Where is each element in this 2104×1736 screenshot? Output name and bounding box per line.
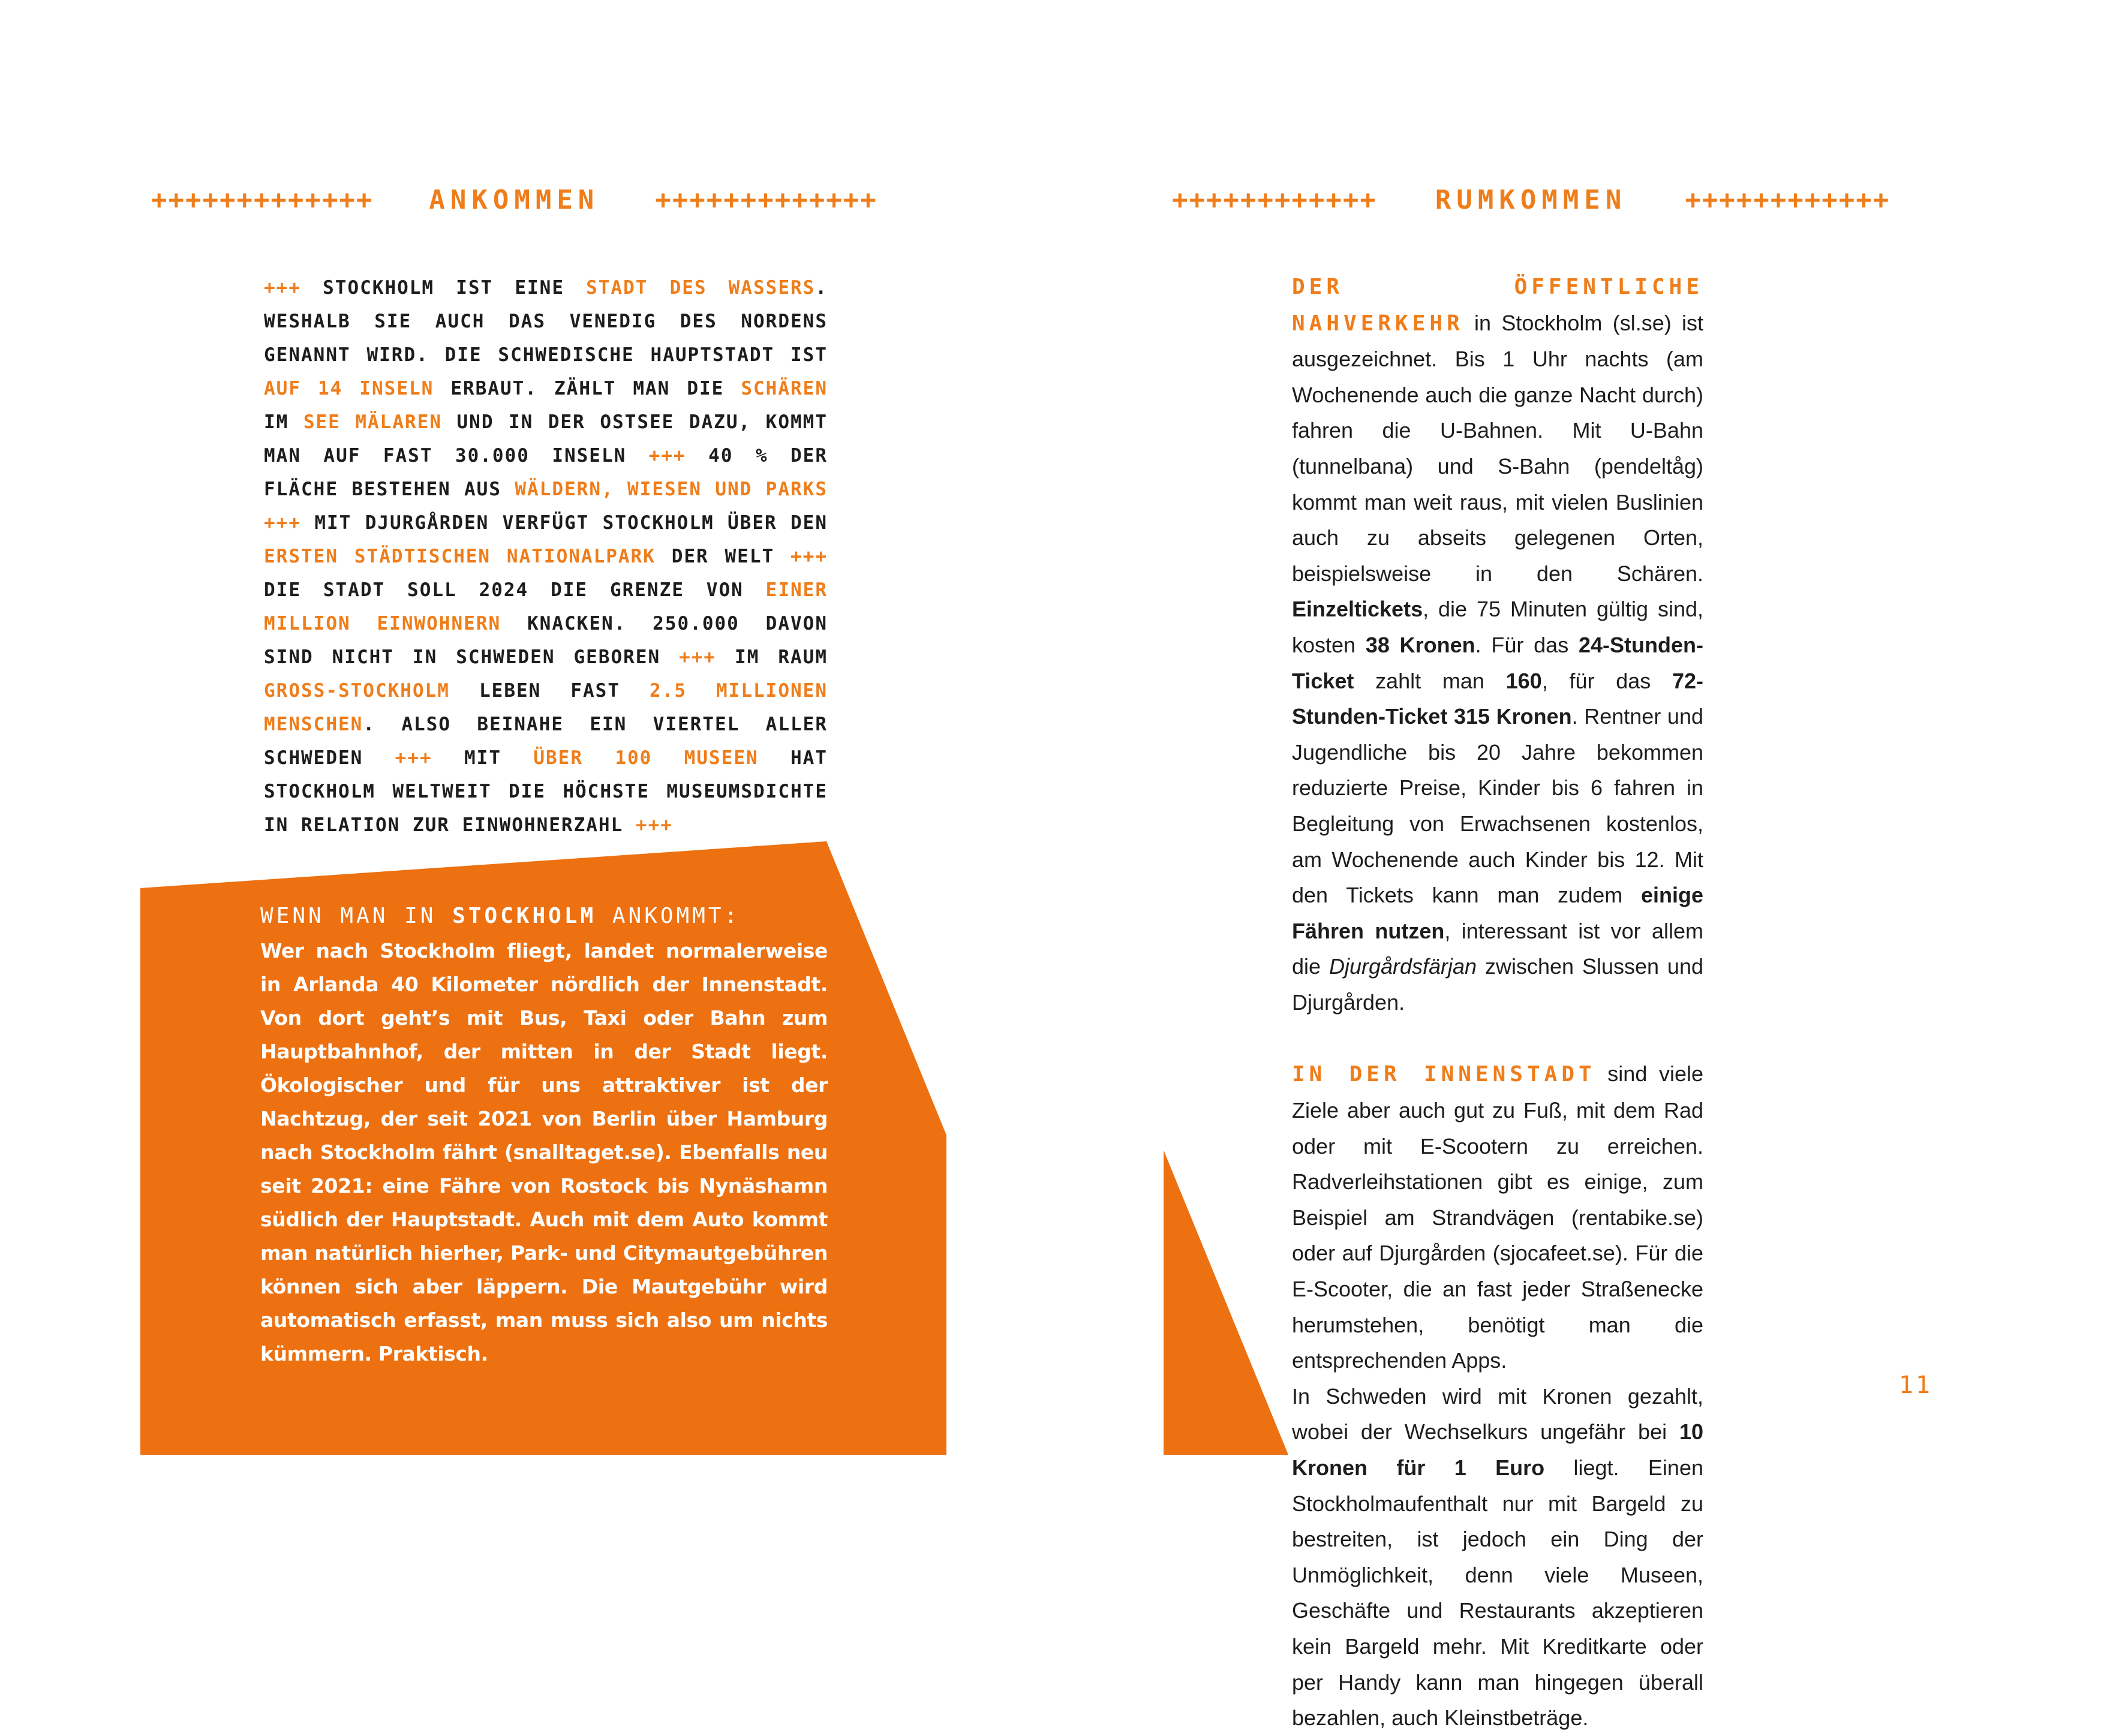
paragraph-text: in Stockholm (sl.se) ist ausgezeichnet. Bis 1 Uhr nachts (am Wochenende auch die ganze Nacht durch) fahren die U-Bahnen. Mit U-Bahn (tunnelbana) und S-Bahn (pendeltåg) kommt man weit raus, mit vielen Buslinien auch zu abseits gelegenen Orten, beispielsweise in den Schären. xyxy=(1292,310,1703,586)
emphasis: einige Fähren nutzen xyxy=(1292,883,1703,943)
heading-bold: STOCKHOLM xyxy=(452,904,597,928)
paragraph-text: , für das xyxy=(1541,668,1672,693)
fact-separator: +++ xyxy=(395,747,432,769)
page-number: 11 xyxy=(1898,1371,1932,1399)
paragraph-text: . Für das xyxy=(1475,632,1579,657)
fact-text: LEBEN FAST xyxy=(449,680,650,702)
header-plus-left: +++++++++++++ xyxy=(151,185,374,215)
fact-text: DER WELT xyxy=(655,546,790,567)
emphasis: 160 xyxy=(1505,668,1542,693)
fact-separator: +++ xyxy=(679,646,717,668)
emphasis: 24-Stunden-Ticket xyxy=(1292,632,1703,693)
fact-highlight: AUF 14 INSELN xyxy=(264,378,434,399)
fact-text: . WESHALB SIE AUCH DAS VENEDIG DES NORDENS GENANNT WIRD. DIE SCHWEDISCHE HAUPTSTADT IST xyxy=(264,277,828,366)
emphasis: Einzeltickets xyxy=(1292,597,1423,622)
paragraph-text: , interessant ist vor allem die xyxy=(1292,918,1703,979)
section-header-rumkommen xyxy=(1172,177,1976,221)
fact-highlight: 2.5 MILLIONEN MENSCHEN xyxy=(264,680,828,735)
fact-highlight: GROSS-STOCKHOLM xyxy=(264,680,450,702)
fact-text: UND IN DER OSTSEE DAZU, KOMMT MAN AUF FAST 30.000 INSELN xyxy=(264,411,828,467)
paragraph-city-center xyxy=(1292,1056,1703,1378)
fact-text: IM xyxy=(264,411,303,433)
paragraph-text: sind viele Ziele aber auch gut zu Fuß, mit dem Rad oder mit E-Scootern zu erreichen. Radverleihstationen gibt es einige, zum Beispiel am Strandvägen (rentabike.se) oder auf Djurgården (sjocafeet.se). Für die E-Scooter, die an fast jeder Straßenecke herumstehen, benötigt man die entsprechenden Apps. xyxy=(1292,1061,1703,1373)
fact-separator: +++ xyxy=(790,546,828,567)
heading-part: WENN MAN IN xyxy=(260,904,453,928)
emphasis: 38 Kronen xyxy=(1365,632,1475,657)
header-plus-right: ++++++++++++ xyxy=(1685,185,1890,215)
fact-text: ERBAUT. ZÄHLT MAN DIE xyxy=(434,378,741,399)
left-page xyxy=(0,0,1052,1488)
emphasis: 72-Stunden-Ticket 315 Kronen xyxy=(1292,668,1703,729)
paragraph-text: , die 75 Minuten gültig sind, kosten xyxy=(1292,597,1703,657)
arrival-box xyxy=(260,899,828,1371)
fact-text: DIE STADT SOLL 2024 DIE GRENZE VON xyxy=(264,579,766,601)
fact-highlight: SCHÄREN xyxy=(741,378,828,399)
italic-ferry-name: Djurgårdsfärjan xyxy=(1328,954,1477,979)
paragraph-text: zwischen Slussen und Djurgården. xyxy=(1292,954,1703,1015)
fact-separator: +++ xyxy=(264,512,301,534)
paragraph-currency xyxy=(1292,1379,1703,1736)
paragraph-text: . Rentner und Jugendliche bis 20 Jahre bekommen reduzierte Preise, Kinder bis 6 fahren in Begleitung von Erwachsenen kostenlos, am Wochenende auch Kinder bis 12. Mit den Tickets kann man zudem xyxy=(1292,704,1703,908)
paragraph-lead: DER ÖFFENTLICHE NAHVERKEHR xyxy=(1292,275,1703,336)
paragraph-text: In Schweden wird mit Kronen gezahlt, wobei der Wechselkurs ungefähr bei xyxy=(1292,1383,1703,1445)
fact-text: . ALSO BEINAHE EIN VIERTEL ALLER SCHWEDEN xyxy=(264,714,828,769)
fact-text: HAT STOCKHOLM WELTWEIT DIE HÖCHSTE MUSEUMSDICHTE IN RELATION ZUR EINWOHNERZAHL xyxy=(264,747,828,836)
paragraph-gap xyxy=(1292,1020,1703,1056)
fact-text: 40 % DER FLÄCHE BESTEHEN AUS xyxy=(264,445,828,500)
arrival-box-heading xyxy=(260,899,828,933)
paragraph-public-transport xyxy=(1292,269,1703,1020)
fact-text: MIT xyxy=(432,747,534,769)
transport-text xyxy=(1292,269,1703,1736)
section-title: ANKOMMEN xyxy=(429,185,600,215)
fact-highlight: EINER MILLION EINWOHNERN xyxy=(264,579,828,634)
fact-separator: +++ xyxy=(635,814,673,836)
paragraph-text: zahlt man xyxy=(1354,668,1506,693)
fact-separator: +++ xyxy=(648,445,686,467)
fact-highlight: ÜBER 100 MUSEEN xyxy=(533,747,759,769)
fact-highlight: SEE MÄLAREN xyxy=(303,411,442,433)
header-plus-right: +++++++++++++ xyxy=(655,185,877,215)
heading-part: ANKOMMT: xyxy=(596,904,741,928)
facts-paragraph xyxy=(264,271,828,842)
paragraph-lead: IN DER INNENSTADT xyxy=(1292,1062,1596,1087)
fact-text: KNACKEN. 250.000 DAVON SIND NICHT IN SCHWEDEN GEBOREN xyxy=(264,613,828,668)
paragraph-text: liegt. Einen Stockholmaufenthalt nur mit Bargeld zu bestreiten, ist jedoch ein Ding der Unmöglichkeit, denn viele Museen, Geschäfte und Restaurants akzeptieren kein Bargeld mehr. Mit Kreditkarte oder per Handy kann man hingegen überall bezahlen, auch Kleinstbeträge. xyxy=(1292,1455,1703,1731)
fact-text: IM RAUM xyxy=(716,646,828,668)
fact-highlight: ERSTEN STÄDTISCHEN NATIONALPARK xyxy=(264,546,656,567)
section-header-ankommen xyxy=(151,177,955,221)
fact-separator: +++ xyxy=(264,277,301,299)
fact-highlight: STADT DES WASSERS xyxy=(586,277,816,299)
fact-highlight: WÄLDERN, WIESEN UND PARKS xyxy=(515,479,828,500)
right-page xyxy=(1052,0,2104,1731)
header-plus-left: ++++++++++++ xyxy=(1172,185,1377,215)
fact-text: MIT DJURGÅRDEN VERFÜGT STOCKHOLM ÜBER DEN xyxy=(301,512,828,534)
arrival-box-body: Wer nach Stockholm fliegt, landet normalerweise in Arlanda 40 Kilometer nördlich der Innenstadt. Von dort geht’s mit Bus, Taxi oder Bahn zum Hauptbahnhof, der mitten in der Stadt liegt. Ökologischer und für uns attraktiver ist der Nachtzug, der seit 2021 von Berlin über Hamburg nach Stockholm fährt (snalltaget.se). Ebenfalls neu seit 2021: eine Fähre von Rostock bis Nynäshamn südlich der Hauptstadt. Auch mit dem Auto kommt man natürlich hierher, Park- und Citymautgebühren können sich aber läppern. Die Mautgebühr wird automatisch erfasst, man muss sich also um nichts kümmern. Praktisch. xyxy=(260,939,828,1365)
emphasis: 10 Kronen für 1 Euro xyxy=(1292,1419,1703,1480)
section-title: RUMKOMMEN xyxy=(1435,185,1627,215)
fact-text: STOCKHOLM IST EINE xyxy=(301,277,587,299)
